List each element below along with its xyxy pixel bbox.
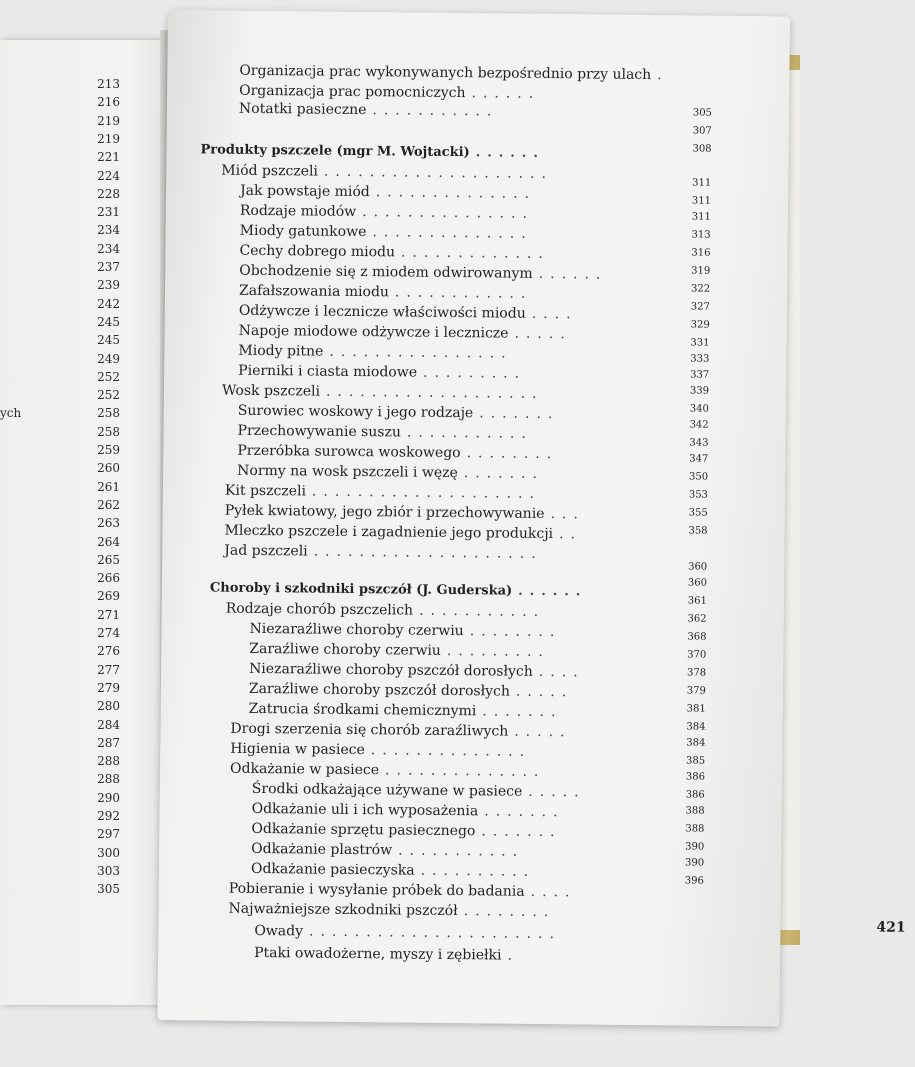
toc-page-number: 381 <box>686 703 706 715</box>
toc-entry <box>229 881 577 901</box>
left-page-number: 234 <box>97 241 120 256</box>
left-page-number: 219 <box>97 131 120 146</box>
toc-page-number: 384 <box>686 737 706 749</box>
left-page-number: 263 <box>97 516 120 531</box>
toc-leader-dots: ......... <box>422 364 527 382</box>
left-page-number: 262 <box>97 497 120 512</box>
toc-entry <box>249 641 550 660</box>
toc-entry <box>249 701 563 720</box>
toc-entry <box>238 343 512 362</box>
toc-entry <box>251 821 561 840</box>
toc-entry-title: Wosk pszczeli <box>221 382 321 400</box>
left-page-number: 300 <box>97 845 120 860</box>
left-page-number: 271 <box>97 607 120 622</box>
toc-page-number: 353 <box>688 489 709 501</box>
left-page <box>0 40 185 1005</box>
toc-entry-title: Surowiec woskowy i jego rodzaje <box>237 402 474 422</box>
toc-entry-title: Produkty pszczele (mgr M. Wojtacki) <box>200 142 470 161</box>
toc-entry-title: Odżywcze i lecznicze właściwości miodu <box>238 302 526 322</box>
toc-entry <box>239 243 550 262</box>
toc-leader-dots: ........ <box>469 623 562 641</box>
toc-leader-dots: .............. <box>370 742 532 760</box>
toc-entry <box>249 621 561 640</box>
toc-entry <box>249 681 573 700</box>
left-page-number: 239 <box>97 278 120 293</box>
left-page-number: 259 <box>97 443 120 457</box>
toc-page-number: 331 <box>690 337 710 349</box>
toc-leader-dots: ..... <box>514 723 572 741</box>
toc-entry-title: Jad pszczeli <box>224 542 308 560</box>
left-page-number: 228 <box>97 186 120 201</box>
toc-entry <box>251 861 535 880</box>
toc-page-number: 342 <box>689 419 709 431</box>
left-page-number: 245 <box>97 314 120 329</box>
toc-leader-dots: .... <box>531 305 578 323</box>
toc-entry <box>238 363 526 382</box>
left-page-number: 224 <box>97 168 120 183</box>
toc-entry <box>240 183 536 202</box>
toc-page-number: 311 <box>691 195 712 207</box>
toc-entry <box>229 901 556 920</box>
toc-leader-dots: .............. <box>375 184 537 202</box>
toc-leader-dots: .............. <box>385 762 546 780</box>
toc-page-number: 327 <box>690 301 710 313</box>
page-folio: 421 <box>876 919 906 936</box>
toc-page-number: 311 <box>691 211 711 223</box>
toc-page-number: 319 <box>691 265 711 277</box>
toc-entry <box>237 443 558 462</box>
toc-entry-title: Pyłek kwiatowy, jego zbiór i przechowywanie <box>224 502 545 522</box>
toc-entry-title: Odkażanie sprzętu pasiecznego <box>251 820 476 840</box>
toc-page-number: 368 <box>687 631 707 643</box>
toc-entry-title: Przeróbka surowca woskowego <box>237 442 461 462</box>
toc-leader-dots: .......... <box>420 862 536 880</box>
toc-page-number: 316 <box>691 247 711 259</box>
toc-entry-title: Obchodzenie się z miodem odwirowanym <box>239 262 533 282</box>
left-page-number: 288 <box>97 754 120 769</box>
toc-entry <box>239 83 540 102</box>
left-page-number: 252 <box>97 388 120 403</box>
toc-page-number: 308 <box>692 143 712 155</box>
toc-page-number: 347 <box>689 453 709 465</box>
toc-leader-dots: ...... <box>471 85 541 102</box>
toc-page-number: 311 <box>692 177 712 189</box>
toc-page-number: 388 <box>685 823 705 835</box>
toc-leader-dots: ...... <box>518 583 588 600</box>
toc-entry <box>238 403 560 422</box>
toc-entry-title: Higienia w pasiece <box>230 740 365 759</box>
toc-page-number: 305 <box>692 107 713 119</box>
toc-page-number: 379 <box>686 685 706 697</box>
toc-entry <box>240 203 534 222</box>
toc-entry-title: Ptaki owadożerne, myszy i zębiełki <box>254 944 502 964</box>
toc-entry <box>252 801 565 820</box>
toc-leader-dots: ........... <box>419 602 546 620</box>
toc-page-number: 388 <box>685 805 705 817</box>
left-page-number: 266 <box>97 571 120 586</box>
toc-leader-dots: ....... <box>479 405 560 423</box>
toc-entry <box>222 383 544 402</box>
toc-page-number: 384 <box>686 721 706 733</box>
toc-entry-title: Najważniejsze szkodniki pszczół <box>228 900 458 920</box>
toc-leader-dots: .................... <box>311 483 542 502</box>
left-page-number: 276 <box>97 644 120 659</box>
toc-entry-title: Niezaraźliwe choroby pszczół dorosłych <box>249 660 533 680</box>
toc-entry <box>239 303 578 323</box>
toc-entry-title: Przechowywanie suszu <box>237 422 401 441</box>
left-page-number: 284 <box>97 717 120 732</box>
toc-leader-dots: ..... <box>514 325 572 343</box>
toc-entry <box>237 463 544 482</box>
toc-leader-dots: ........... <box>406 424 533 442</box>
toc-entry <box>225 483 541 502</box>
toc-leader-dots: ....... <box>481 823 562 841</box>
toc-entry-title: Miody gatunkowe <box>239 222 367 241</box>
left-page-number: 237 <box>97 260 120 274</box>
toc-entry <box>221 163 553 182</box>
toc-leader-dots: ............. <box>400 244 550 263</box>
toc-leader-dots: ....... <box>484 803 565 821</box>
toc-leader-dots: ... <box>550 506 585 523</box>
toc-entry <box>239 283 532 302</box>
toc-entry-title: Środki odkażające używane w pasiece <box>251 780 523 800</box>
toc-entry-title: Choroby i szkodniki pszczół (J. Guderska) <box>209 580 513 599</box>
toc-entry-title: Zaraźliwe choroby pszczół dorosłych <box>248 680 511 700</box>
toc-page-number: 313 <box>691 229 711 241</box>
left-page-number: 265 <box>97 552 120 567</box>
toc-page-number: 360 <box>687 577 708 589</box>
toc-leader-dots: ................ <box>329 343 513 362</box>
toc-entry-title: Napoje miodowe odżywcze i lecznicze <box>238 322 509 342</box>
toc-entry-title: Notatki pasieczne <box>238 100 367 119</box>
left-page-number: 216 <box>97 95 120 110</box>
toc-entry <box>239 323 572 342</box>
toc-entry-title: Organizacja prac pomocniczych <box>239 82 466 102</box>
left-page-number: 258 <box>97 406 120 421</box>
toc-leader-dots: ....... <box>463 465 545 482</box>
left-page-number: 303 <box>97 863 120 878</box>
toc-entry-title: Drogi szerzenia się chorób zaraźliwych <box>230 720 509 740</box>
toc-page-number: 340 <box>689 403 709 415</box>
left-page-number: 297 <box>97 827 120 842</box>
toc-entry-title: Miód pszczeli <box>221 162 319 180</box>
toc-page-number: 355 <box>688 507 708 519</box>
toc-page-number: 386 <box>685 771 706 783</box>
toc-page-number: 390 <box>684 857 705 869</box>
left-page-number: 231 <box>97 205 120 220</box>
toc-leader-dots: ..... <box>528 783 586 801</box>
toc-entry-title: Rodzaje miodów <box>239 202 357 220</box>
left-page-text-fragment: ych <box>0 406 22 421</box>
left-page-number: 249 <box>97 351 120 366</box>
toc-page-number: 378 <box>686 667 707 679</box>
toc-leader-dots: .................... <box>313 543 543 562</box>
toc-entry <box>252 781 586 800</box>
left-page-number: 252 <box>97 369 120 384</box>
toc-entry <box>226 601 545 620</box>
toc-entry <box>240 223 533 242</box>
toc-entry <box>224 543 543 562</box>
toc-entry-title: Odkażanie uli i ich wyposażenia <box>251 800 479 820</box>
toc-entry <box>225 503 585 523</box>
toc-entry-title: Organizacja prac wykonywanych bezpośrednio przy ulach <box>239 62 652 84</box>
left-page-number: 287 <box>97 735 120 750</box>
left-page-number: 292 <box>97 809 120 823</box>
left-page-number: 261 <box>97 479 120 494</box>
toc-section-heading <box>210 580 588 599</box>
left-page-number: 279 <box>97 680 120 695</box>
toc-leader-dots: ...... <box>475 145 545 161</box>
toc-leader-dots: .. <box>558 526 583 543</box>
toc-page-number: 307 <box>692 125 712 137</box>
left-page-number: 277 <box>97 662 120 677</box>
toc-entry <box>251 841 524 860</box>
toc-entry <box>239 263 607 283</box>
left-page-number: 242 <box>97 296 120 311</box>
left-page-number: 245 <box>97 333 120 348</box>
toc-leader-dots: .............. <box>372 224 533 242</box>
toc-entry-title: Pobieranie i wysyłanie próbek do badania <box>228 880 525 900</box>
toc-page-number: 329 <box>690 319 710 331</box>
toc-leader-dots: .................... <box>323 163 554 183</box>
toc-page-number: 322 <box>690 283 711 295</box>
toc-leader-dots: .... <box>530 883 577 901</box>
toc-page-number: 339 <box>689 385 710 397</box>
left-page-number: 213 <box>97 77 120 91</box>
toc-page-number: 333 <box>690 353 710 365</box>
toc-entry <box>238 423 533 442</box>
toc-entry-title: Cechy dobrego miodu <box>239 242 396 261</box>
toc-page-number: 385 <box>686 755 706 767</box>
toc-entry-title: Pierniki i ciasta miodowe <box>238 362 418 381</box>
toc-leader-dots: ..... <box>515 683 574 701</box>
left-page-number: 234 <box>97 223 120 238</box>
toc-entry <box>254 945 519 964</box>
left-page-number: 264 <box>97 534 120 549</box>
toc-page-number: 337 <box>690 369 710 381</box>
toc-entry-title: Zaraźliwe choroby czerwiu <box>249 640 441 659</box>
toc-entry-title: Odkażanie pasieczyska <box>250 860 415 879</box>
toc-entry <box>249 661 585 681</box>
left-page-number: 221 <box>97 150 120 165</box>
toc-leader-dots: .... <box>538 663 585 681</box>
toc-entry-title: Zatrucia środkami chemicznymi <box>248 700 477 720</box>
right-page <box>157 10 906 1026</box>
toc-entry <box>224 523 582 543</box>
toc-entry-title: Zafałszowania miodu <box>238 282 390 301</box>
left-page-number: 288 <box>97 772 120 787</box>
toc-leader-dots: ...... <box>538 265 608 283</box>
toc-entry-title: Miody pitne <box>238 342 324 360</box>
toc-entry <box>230 761 546 780</box>
toc-leader-dots: . <box>507 947 520 964</box>
toc-page-number: 360 <box>688 561 708 573</box>
toc-leader-dots: ................... <box>325 383 544 402</box>
toc-entry-title: Owady <box>254 922 304 940</box>
toc-leader-dots: ........ <box>463 903 556 921</box>
toc-page-number: 350 <box>688 471 709 483</box>
toc-page-number: 390 <box>685 841 705 853</box>
toc-entry <box>230 741 531 760</box>
left-page-number: 260 <box>97 461 120 476</box>
toc-section-heading <box>200 142 544 161</box>
left-page-number: 280 <box>97 699 120 714</box>
toc-entry <box>230 721 571 741</box>
toc-entry-title: Jak powstaje miód <box>240 182 370 201</box>
toc-page-number: 386 <box>685 789 705 801</box>
toc-entry <box>239 63 668 83</box>
toc-entry <box>239 101 499 120</box>
toc-leader-dots: ........ <box>466 445 559 463</box>
toc-entry-title: Odkażanie w pasiece <box>229 760 380 779</box>
toc-page-number: 362 <box>687 613 707 625</box>
toc-page-number: 343 <box>689 437 709 449</box>
toc-page-number: 358 <box>688 525 708 537</box>
toc-leader-dots: ........... <box>398 842 525 860</box>
toc-entry-title: Mleczko pszczele i zagadnienie jego produkcji <box>224 522 554 543</box>
toc-page-number: 370 <box>687 649 707 661</box>
left-page-number: 274 <box>97 626 120 640</box>
toc-leader-dots: . <box>657 67 669 84</box>
toc-leader-dots: ....... <box>482 703 563 721</box>
toc-entry-title: Odkażanie plastrów <box>251 840 393 859</box>
toc-entry-title: Kit pszczeli <box>224 482 307 500</box>
toc-leader-dots: ...................... <box>308 923 562 943</box>
left-page-number: 305 <box>97 882 120 897</box>
toc-page-number: 396 <box>684 875 704 887</box>
toc-entry-title: Niezaraźliwe choroby czerwiu <box>249 620 464 640</box>
left-page-number: 219 <box>97 113 120 128</box>
toc-entry-title: Normy na wosk pszczeli i węzę <box>237 462 458 482</box>
toc-leader-dots: ......... <box>446 642 551 661</box>
left-page-number: 269 <box>97 589 120 604</box>
left-page-number: 258 <box>97 424 120 439</box>
toc-entry-title: Rodzaje chorób pszczelich <box>225 600 414 619</box>
toc-leader-dots: ............ <box>394 284 533 302</box>
toc-leader-dots: ............... <box>362 204 535 222</box>
toc-entry <box>254 923 561 942</box>
toc-leader-dots: ........... <box>372 102 499 120</box>
toc-page-number: 361 <box>687 595 707 607</box>
left-page-number: 290 <box>97 790 120 805</box>
